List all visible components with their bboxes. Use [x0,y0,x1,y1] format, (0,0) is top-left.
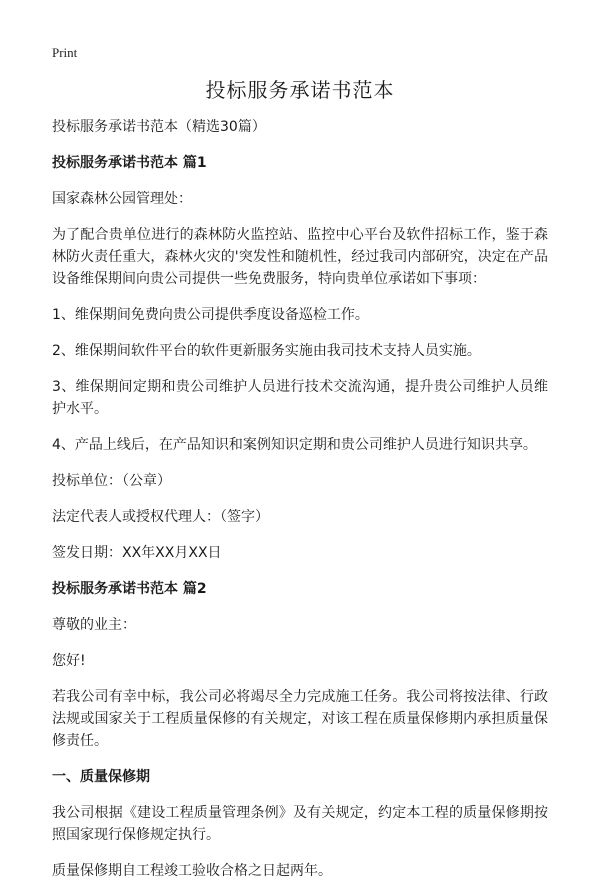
section1-intro: 为了配合贵单位进行的森林防火监控站、监控中心平台及软件招标工作，鉴于森林防火责任重大，森林火灾的'突发性和随机性，经过我司内部研究，决定在产品设备维保期间向贵公司提供一些免费服务，特向贵单位承诺如下事项： [52,227,548,287]
section2-greeting: 您好! [52,653,86,669]
section1-item-1: 1、维保期间免费向贵公司提供季度设备巡检工作。 [52,307,369,323]
section1-representative: 法定代表人或授权代理人：（签字） [52,509,269,525]
document-subtitle: 投标服务承诺书范本（精选30篇） [52,119,266,135]
section1-bidder: 投标单位：（公章） [52,473,171,489]
section2-subheading: 一、质量保修期 [52,769,150,785]
section2-body-1: 我公司根据《建设工程质量管理条例》及有关规定，约定本工程的质量保修期按照国家现行保修规定执行。 [52,805,548,843]
section1-salutation: 国家森林公园管理处： [52,191,192,207]
section1-item-2: 2、维保期间软件平台的软件更新服务实施由我司技术支持人员实施。 [52,343,481,359]
section2-intro: 若我公司有幸中标，我公司必将竭尽全力完成施工任务。我公司将按法律、行政法规或国家关于工程质量保修的有关规定，对该工程在质量保修期内承担质量保修责任。 [52,689,548,749]
print-label: Print [52,45,78,60]
section1-item-3: 3、维保期间定期和贵公司维护人员进行技术交流沟通，提升贵公司维护人员维护水平。 [52,379,548,417]
section2-heading: 投标服务承诺书范本 篇2 [52,581,207,597]
section1-heading: 投标服务承诺书范本 篇1 [52,155,207,171]
section1-item-4: 4、产品上线后，在产品知识和案例知识定期和贵公司维护人员进行知识共享。 [52,437,537,453]
section2-salutation: 尊敬的业主： [52,617,136,633]
section2-body-2: 质量保修期自工程竣工验收合格之日起两年。 [52,863,332,879]
section1-date: 签发日期：XX年XX月XX日 [52,545,222,561]
document-title: 投标服务承诺书范本 [205,78,395,102]
